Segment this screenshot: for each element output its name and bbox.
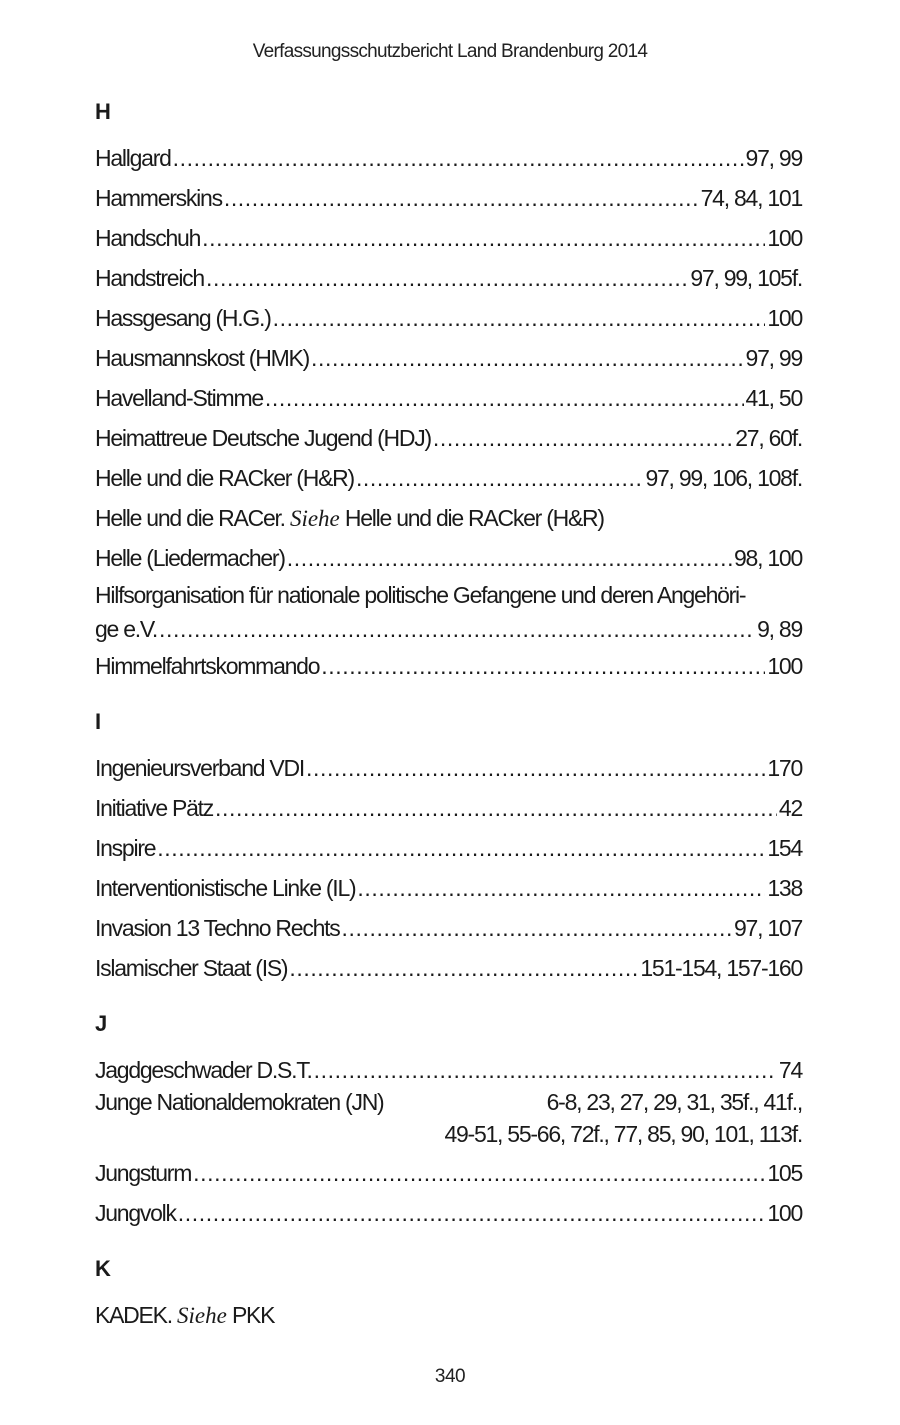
index-entry: [95, 908, 802, 948]
entry-pages: 97, 99, 105f.: [690, 265, 802, 291]
dot-leader: [206, 258, 688, 298]
entry-pages: 98, 100: [734, 545, 802, 571]
index-entry: [95, 538, 802, 578]
running-header: Verfassungsschutzbericht Land Brandenburg 2014: [252, 41, 648, 62]
entry-pages: 138: [767, 875, 802, 901]
entry-pages: 97, 99: [745, 345, 802, 371]
index-entry: [95, 378, 802, 418]
entry-label: Ingenieursverband VDI: [95, 755, 305, 781]
dot-leader: [321, 646, 765, 686]
dot-leader: [224, 178, 699, 218]
entry-pages: 170: [767, 755, 802, 781]
dot-leader: [202, 218, 765, 258]
entry-label: Jungvolk: [95, 1200, 176, 1226]
index-entry: [95, 646, 802, 686]
section-letter: H: [95, 99, 111, 124]
entry-pages: 9, 89: [757, 616, 802, 642]
entry-pages: 42: [778, 795, 802, 821]
entry-label: Invasion 13 Techno Rechts: [95, 915, 340, 941]
index-entry: [95, 338, 802, 378]
entry-label: [95, 1295, 274, 1335]
entry-label: Helle (Liedermacher): [95, 545, 285, 571]
see-reference-word: Siehe: [177, 1303, 227, 1328]
entry-label: Hassgesang (H.G.): [95, 305, 271, 331]
index-entry-cross-reference: [95, 1295, 802, 1335]
dot-leader: [178, 1193, 766, 1233]
index-section: [95, 92, 802, 686]
dot-leader: [433, 418, 733, 458]
entry-label: Heimattreue Deutsche Jugend (HDJ): [95, 425, 431, 451]
entry-pages-line: 49-51, 55-66, 72f., 77, 85, 90, 101, 113f.: [444, 1121, 802, 1147]
index-entry: [95, 458, 802, 498]
dot-leader: [287, 538, 732, 578]
index-entry: [95, 788, 802, 828]
entry-label: Junge Nationaldemokraten (JN): [95, 1089, 384, 1115]
index-entry: [95, 178, 802, 218]
entry-label: Interventionistische Linke (IL): [95, 875, 356, 901]
entry-label-text: Helle und die RACer.: [95, 505, 285, 531]
index-entry: [95, 578, 802, 646]
index-entry: [95, 868, 802, 908]
index-entry: [95, 138, 802, 178]
entry-label: Islamischer Staat (IS): [95, 955, 288, 981]
dot-leader: [173, 138, 744, 178]
index-section: [95, 702, 802, 988]
entry-pages: 27, 60f.: [735, 425, 802, 451]
dot-leader: [157, 828, 765, 868]
see-reference-word: Siehe: [289, 506, 340, 531]
entry-pages: 105: [767, 1160, 802, 1186]
dot-leader: [342, 908, 732, 948]
dot-leader: [289, 948, 638, 988]
index-section: [95, 1004, 802, 1233]
dot-leader: [159, 612, 755, 646]
entry-pages: 97, 99: [745, 145, 802, 171]
dot-leader: [273, 298, 766, 338]
entry-label: Havelland-Stimme: [95, 385, 263, 411]
index-entry: [95, 298, 802, 338]
entry-label: Jungsturm: [95, 1160, 192, 1186]
entry-pages-line: 6-8, 23, 27, 29, 31, 35f., 41f.,: [546, 1089, 802, 1115]
dot-leader: [265, 378, 744, 418]
entry-label: [95, 498, 604, 538]
entry-label: Jagdgeschwader D.S.T.: [95, 1057, 312, 1083]
entry-label: Hausmannskost (HMK): [95, 345, 309, 371]
entry-label: Hilfsorganisation für nationale politische Gefangene und deren Angehöri-: [95, 582, 746, 608]
entry-label: Hammerskins: [95, 185, 222, 211]
dot-leader: [311, 338, 744, 378]
entry-label-continued: ge e.V.: [95, 616, 158, 642]
page-number: 340: [434, 1366, 466, 1387]
entry-continuation: [95, 612, 802, 646]
entry-pages: 74: [778, 1057, 802, 1083]
index-entry: [95, 418, 802, 458]
entry-pages: 100: [767, 225, 802, 251]
entry-label-text: KADEK.: [95, 1302, 172, 1328]
entry-pages: 100: [767, 305, 802, 331]
index-content: [95, 92, 802, 1335]
entry-label: Initiative Pätz: [95, 795, 214, 821]
dot-leader: [306, 748, 765, 788]
see-reference-target: Helle und die RACker (H&R): [344, 505, 604, 531]
entry-pages: [444, 1086, 802, 1150]
entry-pages: 151-154, 157-160: [640, 955, 802, 981]
entry-label: Handstreich: [95, 265, 204, 291]
entry-pages: 41, 50: [745, 385, 802, 411]
entry-pages: 97, 99, 106, 108f.: [645, 465, 802, 491]
dot-leader: [356, 458, 644, 498]
index-entry: [95, 1193, 802, 1233]
index-entry: [95, 1054, 802, 1086]
entry-label: Himmelfahrtskommando: [95, 653, 320, 679]
index-entry: [95, 1086, 802, 1150]
index-entry: [95, 1153, 802, 1193]
section-letter: K: [95, 1256, 111, 1281]
dot-leader: [357, 868, 765, 908]
entry-label: Hallgard: [95, 145, 171, 171]
entry-label: Handschuh: [95, 225, 201, 251]
index-entry: [95, 218, 802, 258]
index-entry-cross-reference: [95, 498, 802, 538]
entry-label: Helle und die RACker (H&R): [95, 465, 354, 491]
entry-pages: 154: [767, 835, 802, 861]
index-entry: [95, 748, 802, 788]
index-section: [95, 1249, 802, 1335]
entry-label: Inspire: [95, 835, 156, 861]
index-entry: [95, 828, 802, 868]
index-entry: [95, 948, 802, 988]
dot-leader: [193, 1153, 765, 1193]
entry-pages: 97, 107: [734, 915, 802, 941]
see-reference-target: PKK: [231, 1302, 275, 1328]
dot-leader: [215, 788, 777, 828]
section-letter: I: [95, 709, 102, 734]
entry-pages: 74, 84, 101: [700, 185, 802, 211]
entry-pages: 100: [767, 1200, 802, 1226]
index-entry: [95, 258, 802, 298]
section-letter: J: [95, 1011, 108, 1036]
entry-pages: 100: [767, 653, 802, 679]
dot-leader: [314, 1054, 777, 1086]
